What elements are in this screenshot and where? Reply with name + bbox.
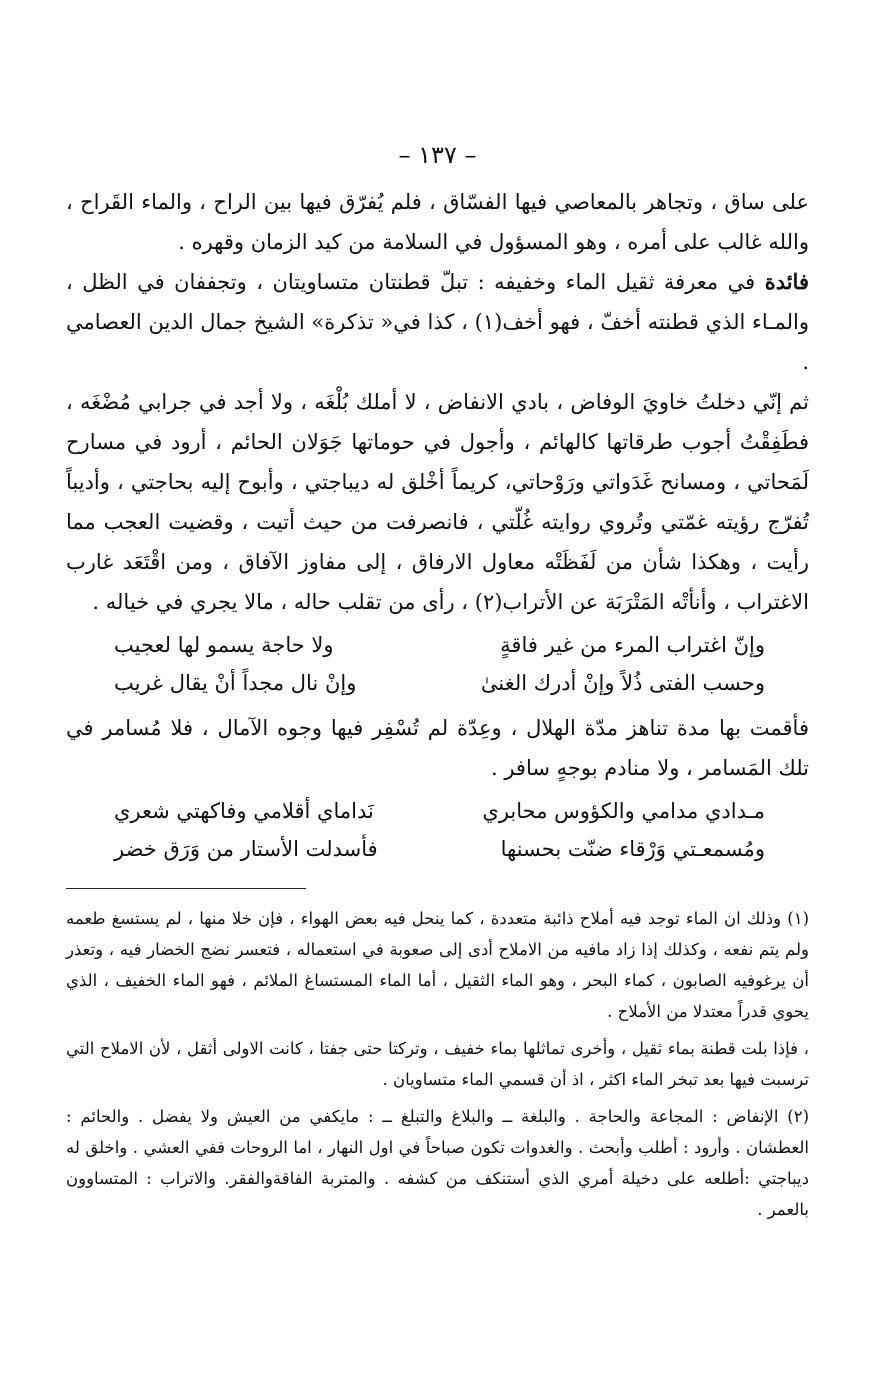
verse-line xyxy=(66,664,809,702)
verse-hemistich-left: فأسدلت الأستار من وَرَق خضر xyxy=(114,837,378,861)
verse-hemistich-left: نَداماي أقلامي وفاكهتي شعري xyxy=(114,799,374,823)
footnote-2: (٢) الإنفاض : المجاعة والحاجة . والبلغة ــ والبلاغ والتبلغ ــ : مايكفي من العيش ولا يفضل . والحائم : العطشان . وأرود : أطلب وأبحث . والغدوات تكون صباحاً في اول النهار ، اما الروحات ففي العشي . واخلق له ديباجتي :أطلعه على دخيلة أمري الذي أستنكف من كشفه . والمتربة الفاقةوالفقر. والاتراب : المتساوون بالعمر . xyxy=(66,1107,809,1219)
footnotes xyxy=(66,903,809,1225)
paragraph-4: فأقمت بها مدة تناهز مدّة الهلال ، وعِدّة لم تُسْفِر فيها وجوه الآمال ، فلا مُسامر في تلك المَسامر ، ولا منادم بوجهٍ سافر . xyxy=(66,716,809,780)
verse-hemistich-right: مـدادي مدامي والكؤوس محابري xyxy=(482,799,765,823)
paragraph-faida xyxy=(66,262,809,382)
verse-hemistich-right: ومُسمعـتي وَرْقاء ضنّت بحسنها xyxy=(500,837,765,861)
verse-hemistich-right: وحسب الفتى ذُلاً وإنْ أدرك الغنىٰ xyxy=(480,671,765,695)
poem-1 xyxy=(66,626,809,702)
main-text xyxy=(66,182,809,622)
verse-hemistich-left: ولا حاجة يسمو لها لعجيب xyxy=(114,633,334,657)
verse-line xyxy=(66,792,809,830)
faida-text: في معرفة ثقيل الماء وخفيفه : تبلّ قطنتان متساويتان ، وتجففان في الظل ، والمـاء الذي قطنته أخفّ ، فهو أخف(١) ، كذا في« تذكرة» الشيخ جمال الدين العصامي . xyxy=(66,270,810,374)
poem-2 xyxy=(66,792,809,868)
verse-line xyxy=(66,626,809,664)
paragraph-1: على ساق ، وتجاهر بالمعاصي فيها الفسّاق ، فلم يُفرّق فيها بين الراح ، والماء القَراح ، والله غالب على أمره ، وهو المسؤول في السلامة من كيد الزمان وقهره . xyxy=(66,190,809,254)
faida-label: فائدة xyxy=(764,269,809,294)
page-number: – ١٣٧ – xyxy=(398,141,477,169)
paragraph-3: ثم إنّي دخلتُ خاويَ الوفاض ، بادي الانفاض ، لا أملك بُلْغَه ، ولا أجد في جرابي مُضْغَه ، فطَفِقْتُ أجوب طرقاتها كالهائم ، وأجول في حوماتها جَوَلان الحائم ، أرود في مسارح لَمَحاتي ، ومسانح غَدَواتي ورَوْحاتي، كريماً أخْلق له ديباجتي ، وأبوح إليه بحاجتي ، وأديباً تُفرّج رؤيته غمّتي وتُروي روايته غُلّتي ، فانصرفت من حيث أتيت ، وقضيت العجب مما رأيت ، وهكذا شأن من لَفَظَتْه معاول الارفاق ، إلى مفاوز الآفاق ، ومن اقْتَعَد غارب الاغتراب ، وأنأتْه المَتْرَبَة عن الأتراب(٢) ، رأى من تقلب حاله ، مالا يجري في خياله . xyxy=(66,390,809,614)
footnote-1: (١) وذلك ان الماء توجد فيه أملاح ذائبة متعددة ، كما ينحل فيه بعض الهواء ، فإن خلا منها ، لم يستسغ طعمه ولم يتم نفعه ، وكذلك إذا زاد مافيه من الاملاح أدى إلى صعوبة في استعماله ، فتعسر نضج الخضار فيه ، وتعذر أن يرغوفيه الصابون ، كماء البحر ، وهو الماء الثقيل ، أما الماء المستساغ الملائم ، فهو الماء الخفيف ، الذي يحوي قدراً معتدلا من الأملاح . xyxy=(66,909,809,1021)
verse-hemistich-right: وإنّ اغتراب المرء من غير فاقةٍ xyxy=(500,633,765,657)
footnote-1-continued: ، فإذا بلت قطنة بماء ثقيل ، وأخرى تماثلها بماء خفيف ، وتركتا حتى جفتا ، كانت الاولى أثقل ، لأن الاملاح التي ترسبت فيها بعد تبخر الماء اكثر ، اذ أن قسمي الماء متساويان . xyxy=(66,1039,809,1089)
main-text-2 xyxy=(66,708,809,788)
verse-hemistich-left: وإنْ نال مجداً أنْ يقال غريب xyxy=(114,671,357,695)
footnote-divider xyxy=(66,888,306,889)
verse-line xyxy=(66,830,809,868)
